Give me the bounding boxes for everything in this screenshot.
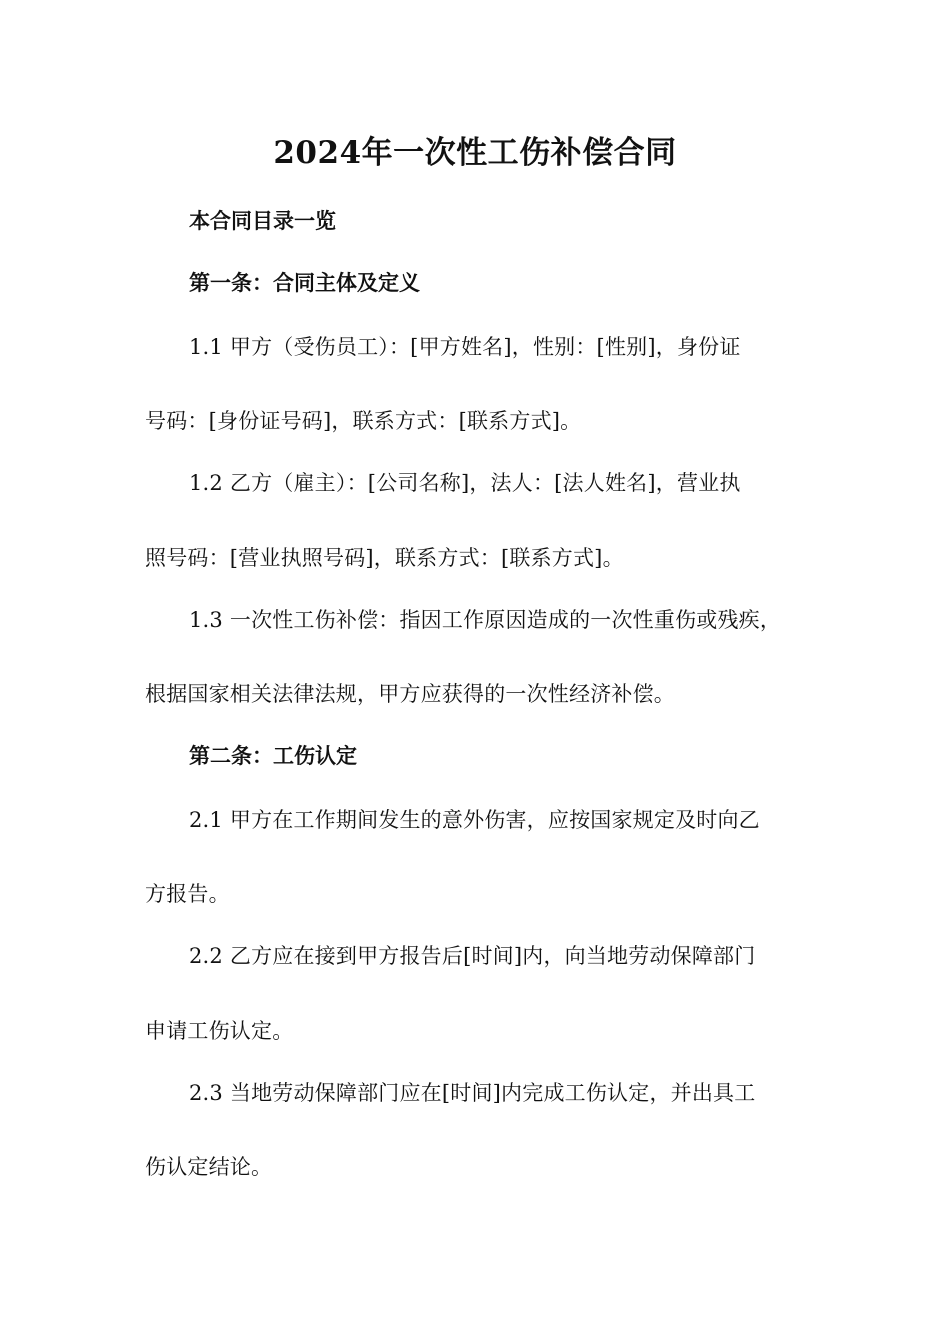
document-title: 2024年一次性工伤补偿合同 (273, 135, 677, 171)
clause-2-2-line-2: 申请工伤认定。 (145, 1019, 294, 1043)
clause-1-3-line-1: 1.3 一次性工伤补偿：指因工作原因造成的一次性重伤或残疾， (189, 608, 782, 632)
clause-2-3-line-1: 2.3 当地劳动保障部门应在[时间]内完成工伤认定，并出具工 (189, 1081, 756, 1105)
clause-2-1-line-1: 2.1 甲方在工作期间发生的意外伤害，应按国家规定及时向乙 (189, 808, 760, 832)
clause-2-1-line-2: 方报告。 (145, 882, 230, 906)
clause-1-2-line-1: 1.2 乙方（雇主）：[公司名称]，法人：[法人姓名]，营业执 (189, 471, 741, 495)
clause-2-2-line-1: 2.2 乙方应在接到甲方报告后[时间]内，向当地劳动保障部门 (189, 944, 756, 968)
clause-1-3-line-2: 根据国家相关法律法规，甲方应获得的一次性经济补偿。 (145, 682, 675, 706)
clause-1-1-line-1: 1.1 甲方（受伤员工）：[甲方姓名]，性别：[性别]，身份证 (189, 335, 741, 359)
toc-heading: 本合同目录一览 (189, 209, 336, 233)
clause-1-2-line-2: 照号码：[营业执照号码]，联系方式：[联系方式]。 (145, 546, 624, 570)
clause-1-1-line-2: 号码：[身份证号码]，联系方式：[联系方式]。 (145, 409, 582, 433)
section-2-heading: 第二条：工伤认定 (189, 744, 357, 768)
section-1-heading: 第一条：合同主体及定义 (189, 271, 420, 295)
clause-2-3-line-2: 伤认定结论。 (145, 1155, 273, 1179)
